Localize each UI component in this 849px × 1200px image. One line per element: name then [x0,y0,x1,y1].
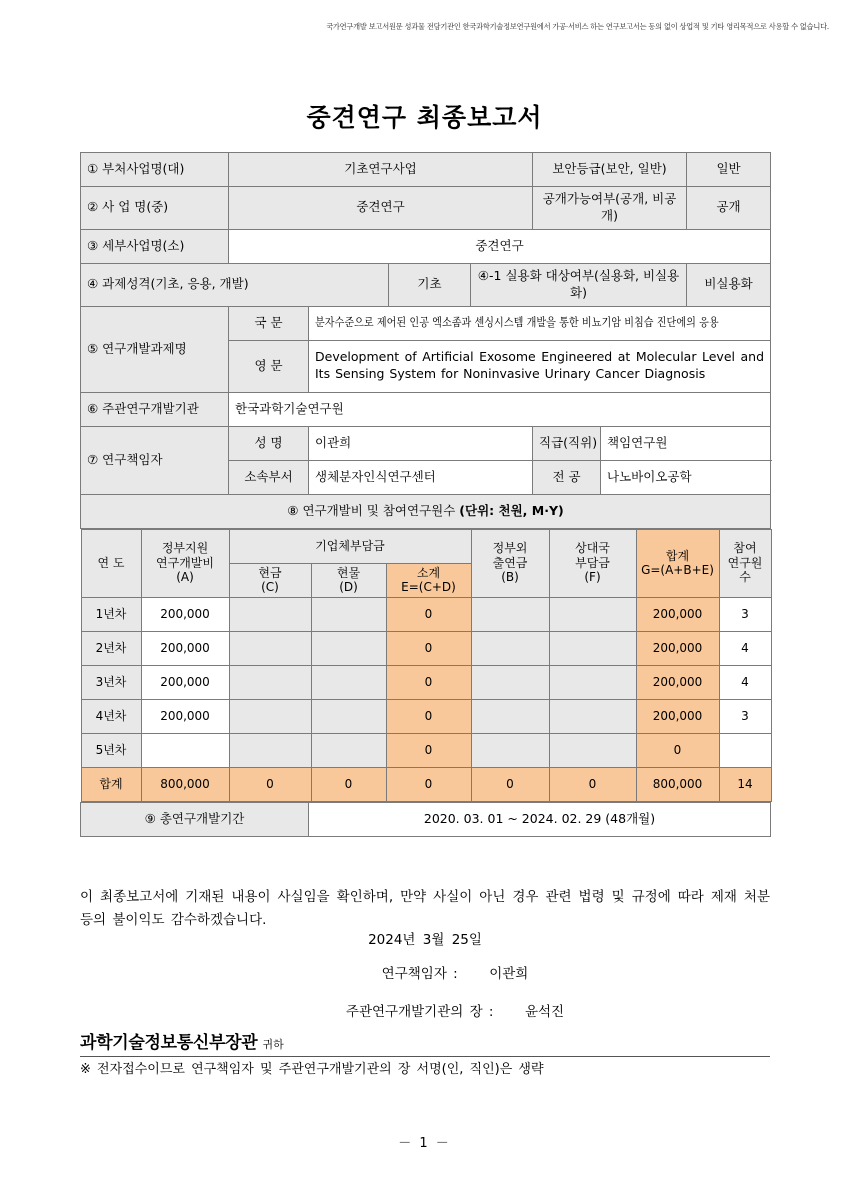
budget-total-label: 합계 [81,767,141,801]
budget-row-gov: 200,000 [141,699,229,733]
signature-institution-head [80,1000,770,1020]
project-info-table [80,152,771,837]
budget-row-nongov [471,733,549,767]
budget-header-cash [229,563,311,597]
inkind-line2: (D) [339,580,358,594]
partner-line1: 상대국 [575,541,610,556]
budget-row-gov: 200,000 [141,665,229,699]
table-row-project-nature [81,263,771,306]
label-pi-rank: 직급(직위) [533,426,601,460]
page-title: 중견연구 최종보고서 [306,103,543,132]
nongov-line2: 출연금 [492,555,528,570]
budget-row-nongov [471,699,549,733]
budget-header-company-group: 기업체부담금 [229,529,471,563]
budget-header-nongov [471,529,549,597]
label-security-grade: 보안등급(보안, 일반) [533,153,687,187]
table-row [81,631,771,665]
budget-row-year: 3년차 [81,665,141,699]
budget-header-partner [549,529,636,597]
table-row [81,699,771,733]
signature-pi-value: 이관희 [489,966,529,982]
budget-row-partner [549,597,636,631]
label-ministry-program: ① 부처사업명(대) [81,153,229,187]
cash-line1: 현금 [258,565,282,580]
budget-row-nongov [471,631,549,665]
page-number: － 1 － [398,1136,451,1151]
budget-header-total [636,529,719,597]
label-pi-department: 소속부서 [229,460,309,494]
partner-line2: 부담금 [575,555,610,570]
headcount-line1: 참여 [733,541,757,556]
table-row-research-period [81,802,771,836]
budget-row-subtotal: 0 [386,631,471,665]
label-research-period: ⑨ 총연구개발기간 [81,802,309,836]
budget-row-total: 200,000 [636,631,719,665]
table-row-lead-institution [81,392,771,426]
label-principal-investigator: ⑦ 연구책임자 [81,426,229,494]
confirmation-statement: 이 최종보고서에 기재된 내용이 사실임을 확인하며, 만약 사실이 아닌 경우 관련 법령 및 규정에 따라 제재 처분 등의 불이익도 감수하겠습니다. [80,889,770,928]
signature-omission-note: ※ 전자접수이므로 연구책임자 및 주관연구개발기관의 장 서명(인, 직인)은 생략 [80,1062,544,1077]
budget-section-title-unit: (단위: 천원, M·Y) [459,502,564,518]
subtotal-line1: 소계 [416,565,441,580]
budget-total-nongov: 0 [471,767,549,801]
budget-row-cash [229,597,311,631]
budget-header-headcount [719,529,771,597]
inkind-line1: 현물 [336,565,361,580]
partner-line3: (F) [584,570,601,585]
value-pi-department: 생체분자인식연구센터 [309,460,533,494]
budget-row-subtotal: 0 [386,597,471,631]
minister-title: 과학기술정보통신부장관 [80,1033,258,1053]
budget-row-year: 5년차 [81,733,141,767]
budget-row-partner [549,733,636,767]
budget-total-partner: 0 [549,767,636,801]
signature-pi [80,962,770,982]
budget-row-inkind [311,665,386,699]
gov-support-line2: 연구개발비 [156,555,214,570]
budget-row-headcount: 4 [719,631,771,665]
table-row-budget-table-wrapper [81,528,771,802]
minister-honorific: 귀하 [262,1038,284,1051]
budget-row-gov: 200,000 [141,597,229,631]
table-row [81,665,771,699]
table-row-title-ko [81,306,771,340]
budget-row-headcount: 3 [719,597,771,631]
budget-row-total: 0 [636,733,719,767]
value-program-name: 중견연구 [229,187,533,230]
value-title-english [309,340,771,392]
value-subprogram: 중견연구 [229,229,771,263]
signature-institution-label: 주관연구개발기관의 장 : [345,1004,494,1020]
nongov-line1: 정부외 [492,541,528,556]
signature-pi-label: 연구책임자 : [381,966,458,982]
budget-row-headcount: 4 [719,665,771,699]
budget-row-cash [229,699,311,733]
budget-row-subtotal: 0 [386,665,471,699]
table-row-pi-name [81,426,771,460]
table-row-subprogram [81,229,771,263]
budget-header-inkind [311,563,386,597]
label-commercialization: ④-1 실용화 대상여부(실용화, 비실용화) [471,263,687,306]
budget-row-inkind [311,597,386,631]
gov-support-line3: (A) [176,570,194,585]
label-title-english: 영 문 [229,340,309,392]
table-row [81,733,771,767]
title-korean-text: 분자수준으로 제어된 인공 엑소좀과 센싱시스템 개발을 통한 비뇨기암 비침습 진단에의 응용 [315,315,719,330]
value-pi-major: 나노바이오공학 [601,460,771,494]
budget-total-grand: 800,000 [636,767,719,801]
value-pi-rank: 책임연구원 [601,426,771,460]
value-security-grade: 일반 [687,153,771,187]
value-ministry-program: 기초연구사업 [229,153,533,187]
value-disclosure: 공개 [687,187,771,230]
budget-table [81,529,772,802]
budget-total-cash: 0 [229,767,311,801]
budget-row-partner [549,699,636,733]
value-pi-name: 이관희 [309,426,533,460]
label-subprogram: ③ 세부사업명(소) [81,229,229,263]
budget-row-inkind [311,631,386,665]
budget-header-year: 연 도 [81,529,141,597]
minister-addressee-line [80,1028,770,1057]
budget-total-gov: 800,000 [141,767,229,801]
budget-total-subtotal: 0 [386,767,471,801]
table-row [81,597,771,631]
label-program-name: ② 사 업 명(중) [81,187,229,230]
budget-header-row-1 [81,529,771,563]
budget-row-inkind [311,699,386,733]
label-lead-institution: ⑥ 주관연구개발기관 [81,392,229,426]
label-title-korean: 국 문 [229,306,309,340]
budget-header-gov-support [141,529,229,597]
budget-row-gov: 200,000 [141,631,229,665]
total-line1: 합계 [665,548,690,563]
budget-row-total: 200,000 [636,699,719,733]
budget-row-year: 2년차 [81,631,141,665]
table-row-budget-section-title [81,494,771,528]
cash-line2: (C) [261,580,279,594]
budget-row-partner [549,665,636,699]
label-pi-name: 성 명 [229,426,309,460]
budget-row-headcount: 3 [719,699,771,733]
value-project-nature: 기초 [389,263,471,306]
budget-row-inkind [311,733,386,767]
legal-notice: 국가연구개발 보고서원문 성과물 전담기관인 한국과학기술정보연구원에서 가공·서비스 하는 연구보고서는 동의 없이 상업적 및 기타 영리목적으로 사용할 수 없습니다. [326,22,829,31]
gov-support-line1: 정부지원 [161,541,209,556]
budget-section-title [81,494,771,528]
table-row-ministry-program [81,153,771,187]
table-row-program-name [81,187,771,230]
budget-row-subtotal: 0 [386,699,471,733]
value-research-period: 2020. 03. 01 ~ 2024. 02. 29 (48개월) [309,802,771,836]
value-commercialization: 비실용화 [687,263,771,306]
value-lead-institution: 한국과학기술연구원 [229,392,771,426]
value-title-korean [309,306,771,340]
budget-table-cell [81,528,771,802]
budget-row-year: 4년차 [81,699,141,733]
headcount-line2: 연구원수 [727,555,763,585]
label-project-title: ⑤ 연구개발과제명 [81,306,229,392]
budget-row-cash [229,665,311,699]
budget-row-cash [229,631,311,665]
budget-header-subtotal [386,563,471,597]
title-english-text: Development of Artificial Exosome Engineered at Molecular Level and Its Sensing System for Noninvasive Urinary Cancer Diagnosis [315,349,765,381]
budget-row-nongov [471,665,549,699]
label-disclosure: 공개가능여부(공개, 비공개) [533,187,687,230]
budget-row-total: 200,000 [636,597,719,631]
signature-institution-value: 윤석진 [524,1004,565,1020]
nongov-line3: (B) [501,570,519,585]
budget-row-headcount [719,733,771,767]
budget-row-nongov [471,597,549,631]
budget-total-headcount: 14 [719,767,771,801]
budget-row-subtotal: 0 [386,733,471,767]
budget-total-row [81,767,771,801]
budget-section-title-prefix: ⑧ 연구개발비 및 참여연구원수 [287,502,460,518]
subtotal-line2: E=(C+D) [401,580,456,594]
budget-row-partner [549,631,636,665]
budget-row-cash [229,733,311,767]
label-pi-major: 전 공 [533,460,601,494]
budget-total-inkind: 0 [311,767,386,801]
label-project-nature: ④ 과제성격(기초, 응용, 개발) [81,263,389,306]
signature-date: 2024년 3월 25일 [368,932,482,948]
total-line2: G=(A+B+E) [641,563,714,577]
budget-row-gov [141,733,229,767]
budget-row-total: 200,000 [636,665,719,699]
budget-row-year: 1년차 [81,597,141,631]
